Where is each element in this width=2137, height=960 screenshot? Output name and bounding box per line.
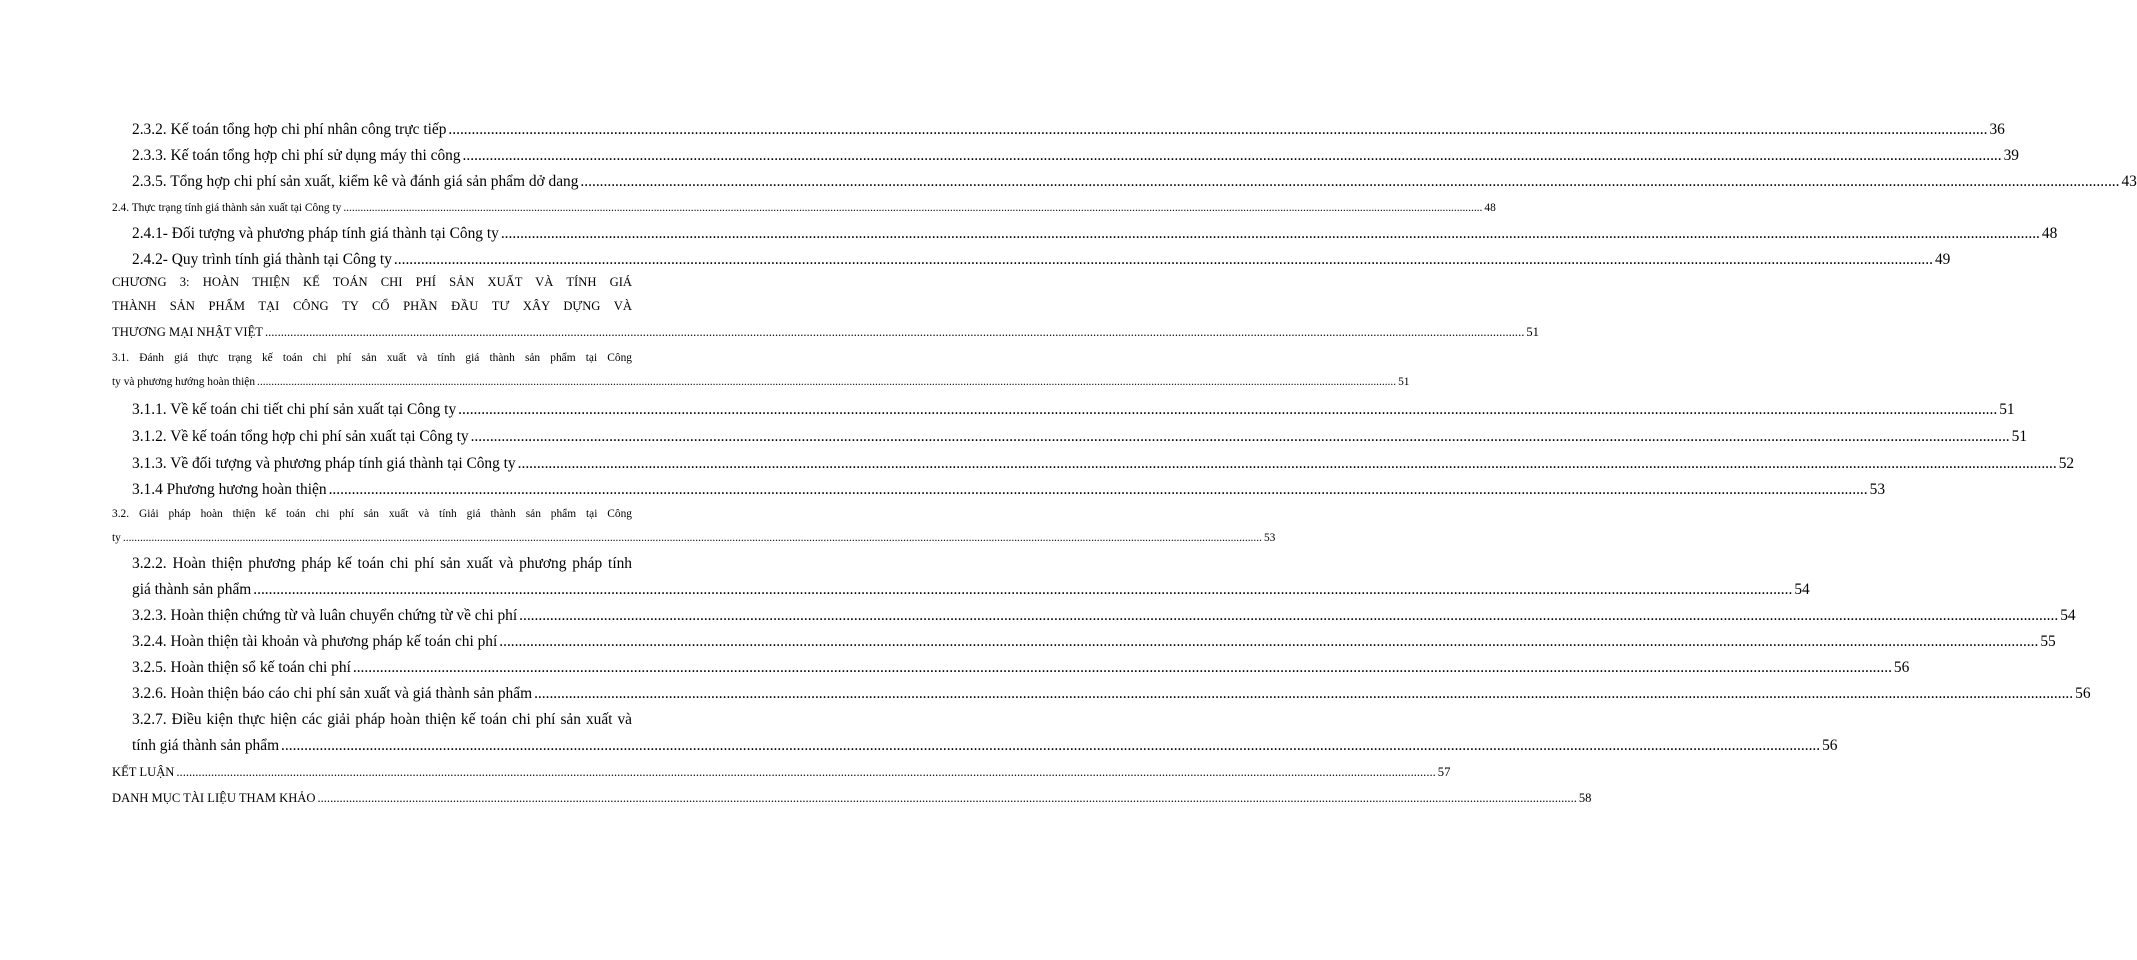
toc-entry-title: 2.3.2. Kế toán tổng hợp chi phí nhân công trực tiếp — [132, 121, 447, 138]
toc-entry-title: 3.2.5. Hoàn thiện sổ kế toán chi phí — [132, 659, 351, 676]
toc-entry-title: giá thành sản phẩm — [132, 581, 252, 598]
dot-leader: ................................................................................................................................................................................................................................................................................................................................................................................................................ — [352, 659, 1892, 676]
toc-entry[interactable] — [132, 428, 2028, 446]
toc-entry[interactable] — [132, 607, 2076, 625]
toc-entry[interactable] — [132, 251, 1951, 269]
dot-leader: ................................................................................................................................................................................................................................................................................................................................................................................................................ — [281, 737, 1821, 754]
toc-entry-title: ty và phương hướng hoàn thiện — [112, 376, 256, 388]
toc-entry-page: 36 — [1989, 121, 2005, 138]
toc-entry-page: 55 — [2040, 633, 2056, 650]
dot-leader: ................................................................................................................................................................................................................................................................................................................................................................................................................ — [448, 121, 1988, 138]
toc-entry-title: 3.2.6. Hoàn thiện báo cáo chi phí sản xuất và giá thành sản phẩm — [132, 685, 533, 702]
dot-leader: ................................................................................................................................................................................................................................................................................................................................................................................................................ — [534, 685, 2074, 702]
dot-leader: ................................................................................................................................................................................................................................................................................................................................................................................................................ — [264, 325, 1525, 339]
toc-entry[interactable] — [132, 581, 1810, 599]
dot-leader: ................................................................................................................................................................................................................................................................................................................................................................................................................ — [519, 607, 2059, 624]
toc-entry-title: DANH MỤC TÀI LIỆU THAM KHẢO — [112, 791, 316, 805]
toc-entry-title: ty — [112, 532, 121, 544]
toc-entry-title: 3.1.3. Về đối tượng và phương pháp tính giá thành tại Công ty — [132, 455, 516, 472]
toc-entry-title: tính giá thành sản phẩm — [132, 737, 280, 754]
toc-entry-page: 56 — [2075, 685, 2091, 702]
dot-leader: ................................................................................................................................................................................................................................................................................................................................................................................................................ — [343, 202, 1483, 214]
chapter-heading-line: THÀNH SẢN PHẨM TẠI CÔNG TY CỔ PHẦN ĐẦU TƯ XÂY DỰNG VÀ — [112, 299, 632, 313]
toc-entry-page: 48 — [2041, 225, 2058, 242]
dot-leader: ................................................................................................................................................................................................................................................................................................................................................................................................................ — [257, 376, 1397, 388]
dot-leader: ................................................................................................................................................................................................................................................................................................................................................................................................................ — [393, 251, 1933, 268]
toc-entry[interactable] — [132, 633, 2056, 651]
toc-entry[interactable] — [132, 685, 2091, 703]
dot-leader: ................................................................................................................................................................................................................................................................................................................................................................................................................ — [517, 455, 2057, 472]
toc-entry-page: 56 — [1893, 659, 1910, 676]
chapter-heading-line: CHƯƠNG 3: HOÀN THIỆN KẾ TOÁN CHI PHÍ SẢN XUẤT VÀ TÍNH GIÁ — [112, 275, 632, 289]
toc-entry-title: 3.2.3. Hoàn thiện chứng từ và luân chuyển chứng từ về chi phí — [132, 607, 518, 624]
toc-entry-title: KẾT LUẬN — [112, 765, 175, 779]
dot-leader: ................................................................................................................................................................................................................................................................................................................................................................................................................ — [328, 481, 1868, 498]
dot-leader: ................................................................................................................................................................................................................................................................................................................................................................................................................ — [499, 633, 2039, 650]
toc-entry-page: 51 — [2011, 428, 2028, 445]
toc-entry-page: 56 — [1822, 737, 1838, 754]
toc-entry[interactable] — [132, 225, 2058, 243]
toc-entry-page: 48 — [1484, 202, 1496, 214]
toc-entry-page: 52 — [2058, 455, 2075, 472]
toc-entry-title: THƯƠNG MẠI NHẬT VIỆT — [112, 325, 263, 339]
dot-leader: ................................................................................................................................................................................................................................................................................................................................................................................................................ — [317, 791, 1577, 805]
dot-leader: ................................................................................................................................................................................................................................................................................................................................................................................................................ — [122, 532, 1262, 544]
toc-entry-line: 3.2.7. Điều kiện thực hiện các giải pháp hoàn thiện kế toán chi phí sản xuất và — [132, 711, 632, 728]
toc-entry-page: 51 — [1526, 325, 1539, 339]
toc-entry-title: 3.1.1. Về kế toán chi tiết chi phí sản xuất tại Công ty — [132, 401, 457, 418]
toc-entry-page: 54 — [1794, 581, 1810, 598]
dot-leader: ................................................................................................................................................................................................................................................................................................................................................................................................................ — [253, 581, 1793, 598]
toc-entry-page: 51 — [1398, 376, 1410, 388]
toc-entry[interactable] — [132, 147, 2019, 165]
toc-entry-page: 53 — [1263, 532, 1276, 544]
toc-entry[interactable] — [132, 121, 2005, 139]
toc-entry-page: 43 — [2121, 173, 2137, 190]
toc-entry-page: 54 — [2060, 607, 2076, 624]
toc-entry-title: 3.2.4. Hoàn thiện tài khoản và phương pháp kế toán chi phí — [132, 633, 498, 650]
dot-leader: ................................................................................................................................................................................................................................................................................................................................................................................................................ — [500, 225, 2040, 242]
toc-entry-page: 51 — [1999, 401, 2015, 418]
dot-leader: ................................................................................................................................................................................................................................................................................................................................................................................................................ — [458, 401, 1998, 418]
toc-entry[interactable] — [112, 532, 1276, 544]
toc-entry[interactable] — [132, 481, 1886, 499]
toc-entry-title: 2.4.1- Đối tượng và phương pháp tính giá thành tại Công ty — [132, 225, 499, 242]
toc-entry[interactable] — [112, 325, 1539, 340]
toc-entry[interactable] — [112, 765, 1451, 780]
toc-entry-title: 3.1.2. Về kế toán tổng hợp chi phí sản xuất tại Công ty — [132, 428, 469, 445]
toc-entry-page: 39 — [2003, 147, 2019, 164]
toc-entry-title: 2.3.5. Tổng hợp chi phí sản xuất, kiểm kê và đánh giá sản phẩm dở dang — [132, 173, 579, 190]
dot-leader: ................................................................................................................................................................................................................................................................................................................................................................................................................ — [470, 428, 2010, 445]
toc-entry[interactable] — [132, 401, 2015, 419]
toc-entry[interactable] — [132, 455, 2075, 473]
toc-entry-page: 58 — [1578, 791, 1592, 805]
toc-entry-title: 2.4.2- Quy trình tính giá thành tại Công ty — [132, 251, 392, 268]
toc-entry-title: 2.3.3. Kế toán tổng hợp chi phí sử dụng máy thi công — [132, 147, 461, 164]
toc-entry[interactable] — [132, 737, 1838, 755]
toc-entry[interactable] — [112, 376, 1410, 388]
toc-entry-line: 3.1. Đánh giá thực trạng kế toán chi phí sản xuất và tính giá thành sản phẩm tại Công — [112, 352, 632, 364]
toc-entry-line: 3.2. Giải pháp hoàn thiện kế toán chi phí sản xuất và tính giá thành sản phẩm tại Công — [112, 508, 632, 520]
dot-leader: ................................................................................................................................................................................................................................................................................................................................................................................................................ — [462, 147, 2002, 164]
toc-entry-title: 2.4. Thực trạng tính giá thành sản xuất tại Công ty — [112, 202, 342, 214]
toc-entry[interactable] — [132, 173, 2137, 191]
toc-entry-title: 3.1.4 Phương hương hoàn thiện — [132, 481, 327, 498]
toc-entry-page: 57 — [1437, 765, 1451, 779]
toc-entry-line: 3.2.2. Hoàn thiện phương pháp kế toán chi phí sản xuất và phương pháp tính — [132, 555, 632, 572]
dot-leader: ................................................................................................................................................................................................................................................................................................................................................................................................................ — [176, 765, 1436, 779]
dot-leader: ................................................................................................................................................................................................................................................................................................................................................................................................................ — [580, 173, 2120, 190]
toc-entry-page: 49 — [1934, 251, 1951, 268]
toc-entry[interactable] — [112, 791, 1592, 806]
toc-entry[interactable] — [132, 659, 1910, 677]
toc-entry-page: 53 — [1869, 481, 1886, 498]
toc-entry[interactable] — [112, 202, 1496, 214]
